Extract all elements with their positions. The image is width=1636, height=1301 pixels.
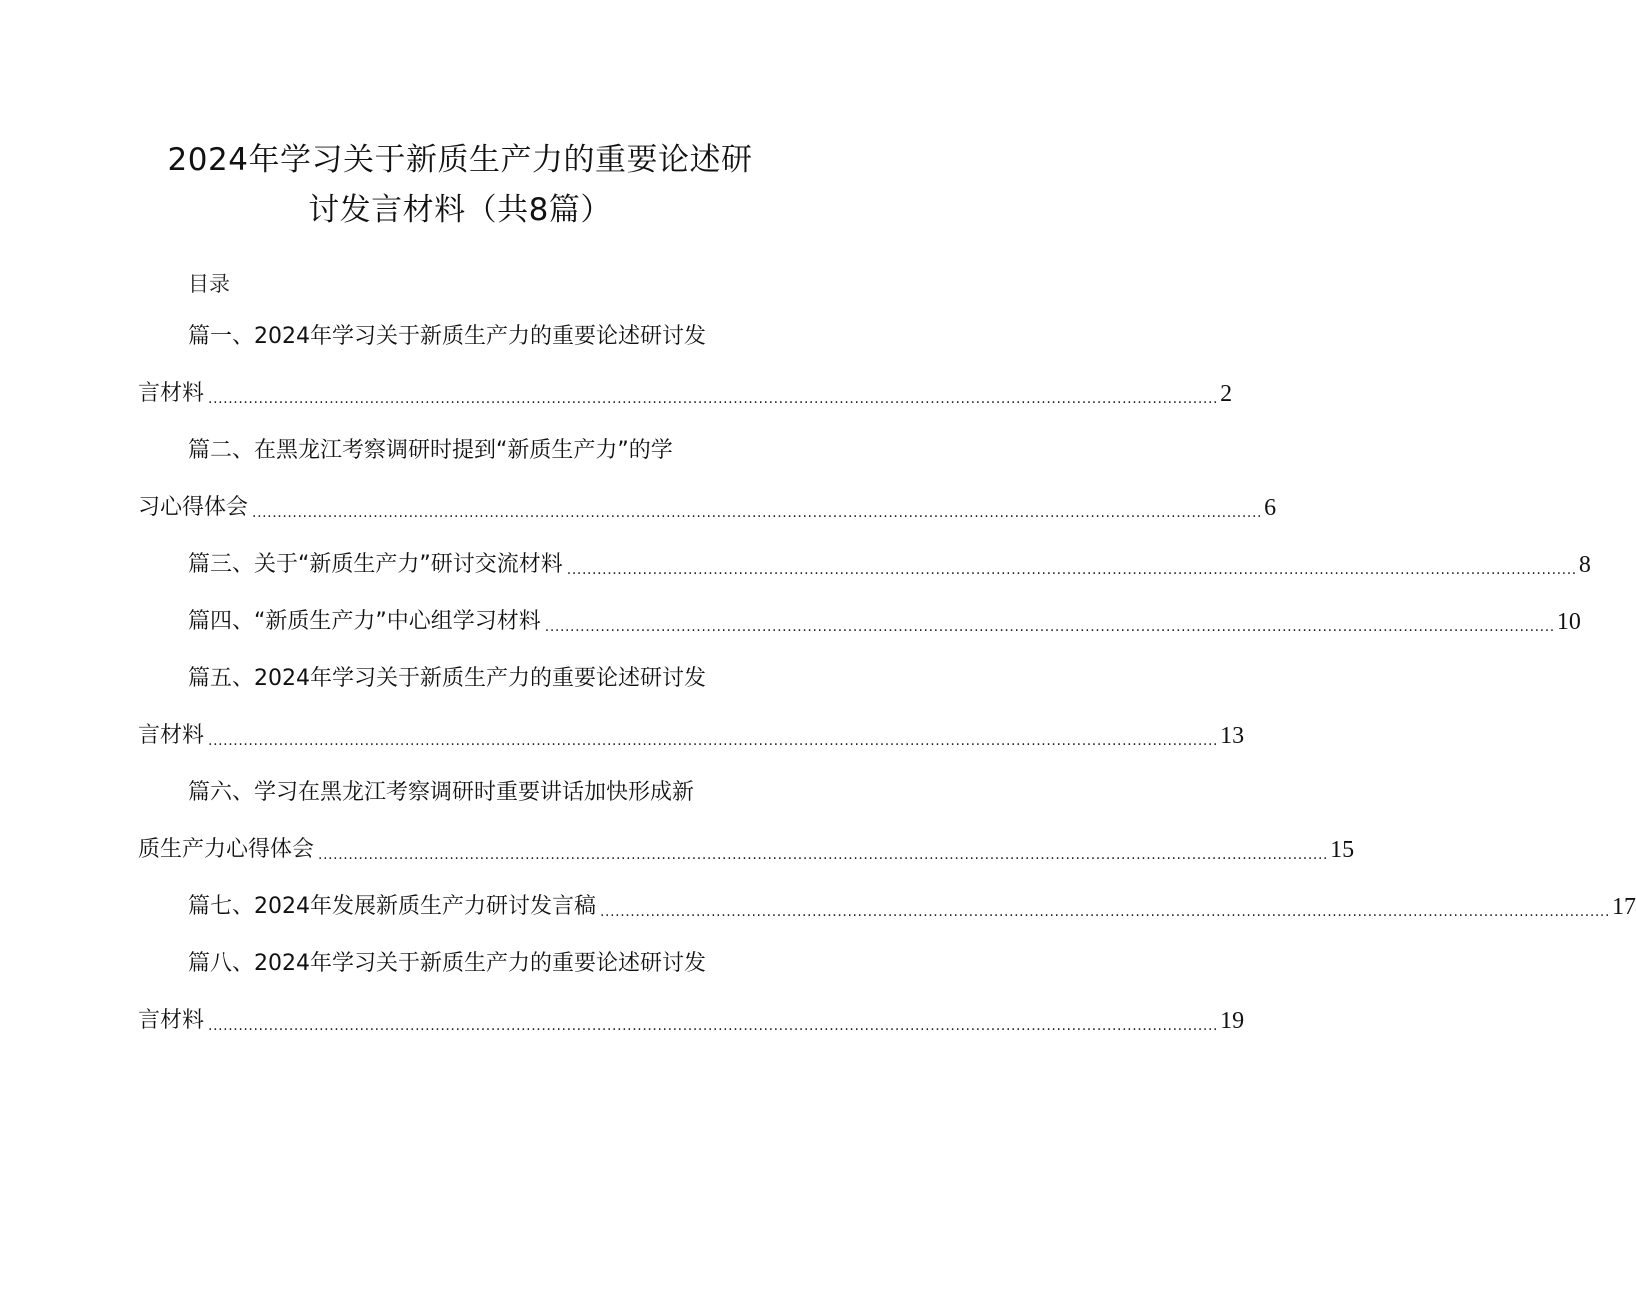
toc-entry-2-line-2[interactable] [138, 493, 1277, 523]
toc-entry-3-label: 篇三、关于“新质生产力”研讨交流材料 [188, 552, 563, 577]
toc-entry-7[interactable] [188, 892, 1636, 922]
toc-entry-7-label: 篇七、2024年发展新质生产力研讨发言稿 [188, 894, 596, 919]
toc-entry-6-page: 15 [1330, 837, 1355, 863]
toc-entry-3-page: 8 [1578, 552, 1591, 578]
toc-entry-6-label: 质生产力心得体会 [138, 837, 315, 862]
toc-entry-1-page: 2 [1220, 381, 1233, 407]
dot-leader: ........................................................................................................................................................................................................ [208, 733, 1219, 749]
dot-leader: ........................................................................................................................................................................................................ [208, 1018, 1219, 1034]
toc-entry-4[interactable] [188, 607, 1581, 637]
toc-entry-8-label: 言材料 [138, 1008, 205, 1033]
toc-entry-2-line-1[interactable]: 篇二、在黑龙江考察调研时提到“新质生产力”的学 [188, 438, 673, 463]
toc-entry-8-page: 19 [1220, 1008, 1245, 1034]
toc-entry-5-label: 言材料 [138, 723, 205, 748]
toc-entry-5-line-2[interactable] [138, 721, 1245, 751]
toc-entry-4-page: 10 [1556, 609, 1581, 635]
dot-leader: ........................................................................................................................................................................................................ [600, 904, 1611, 920]
toc-entry-1-label: 言材料 [138, 381, 205, 406]
dot-leader: ........................................................................................................................................................................................................ [208, 391, 1219, 407]
toc-entry-1-line-2[interactable] [138, 379, 1233, 409]
toc-entry-2-page: 6 [1264, 495, 1277, 521]
toc-entry-5-line-1[interactable]: 篇五、2024年学习关于新质生产力的重要论述研讨发 [188, 666, 706, 691]
toc-entry-8-line-1[interactable]: 篇八、2024年学习关于新质生产力的重要论述研讨发 [188, 951, 706, 976]
document-title-line-2: 讨发言材料（共8篇） [308, 192, 612, 228]
dot-leader: ........................................................................................................................................................................................................ [544, 619, 1555, 635]
toc-entry-8-line-2[interactable] [138, 1006, 1245, 1036]
toc-heading: 目录 [188, 272, 230, 296]
toc-entry-5-page: 13 [1220, 723, 1245, 749]
toc-entry-6-line-1[interactable]: 篇六、学习在黑龙江考察调研时重要讲话加快形成新 [188, 780, 695, 805]
toc-entry-1-line-1[interactable]: 篇一、2024年学习关于新质生产力的重要论述研讨发 [188, 324, 706, 349]
toc-entry-6-line-2[interactable] [138, 835, 1355, 865]
dot-leader: ........................................................................................................................................................................................................ [566, 562, 1577, 578]
document-title-line-1: 2024年学习关于新质生产力的重要论述研 [167, 142, 753, 178]
toc-entry-2-label: 习心得体会 [138, 495, 249, 520]
toc-entry-4-label: 篇四、“新质生产力”中心组学习材料 [188, 609, 541, 634]
dot-leader: ........................................................................................................................................................................................................ [252, 505, 1263, 521]
toc-entry-3[interactable] [188, 550, 1591, 580]
dot-leader: ........................................................................................................................................................................................................ [318, 847, 1329, 863]
toc-entry-7-page: 17 [1612, 894, 1636, 920]
